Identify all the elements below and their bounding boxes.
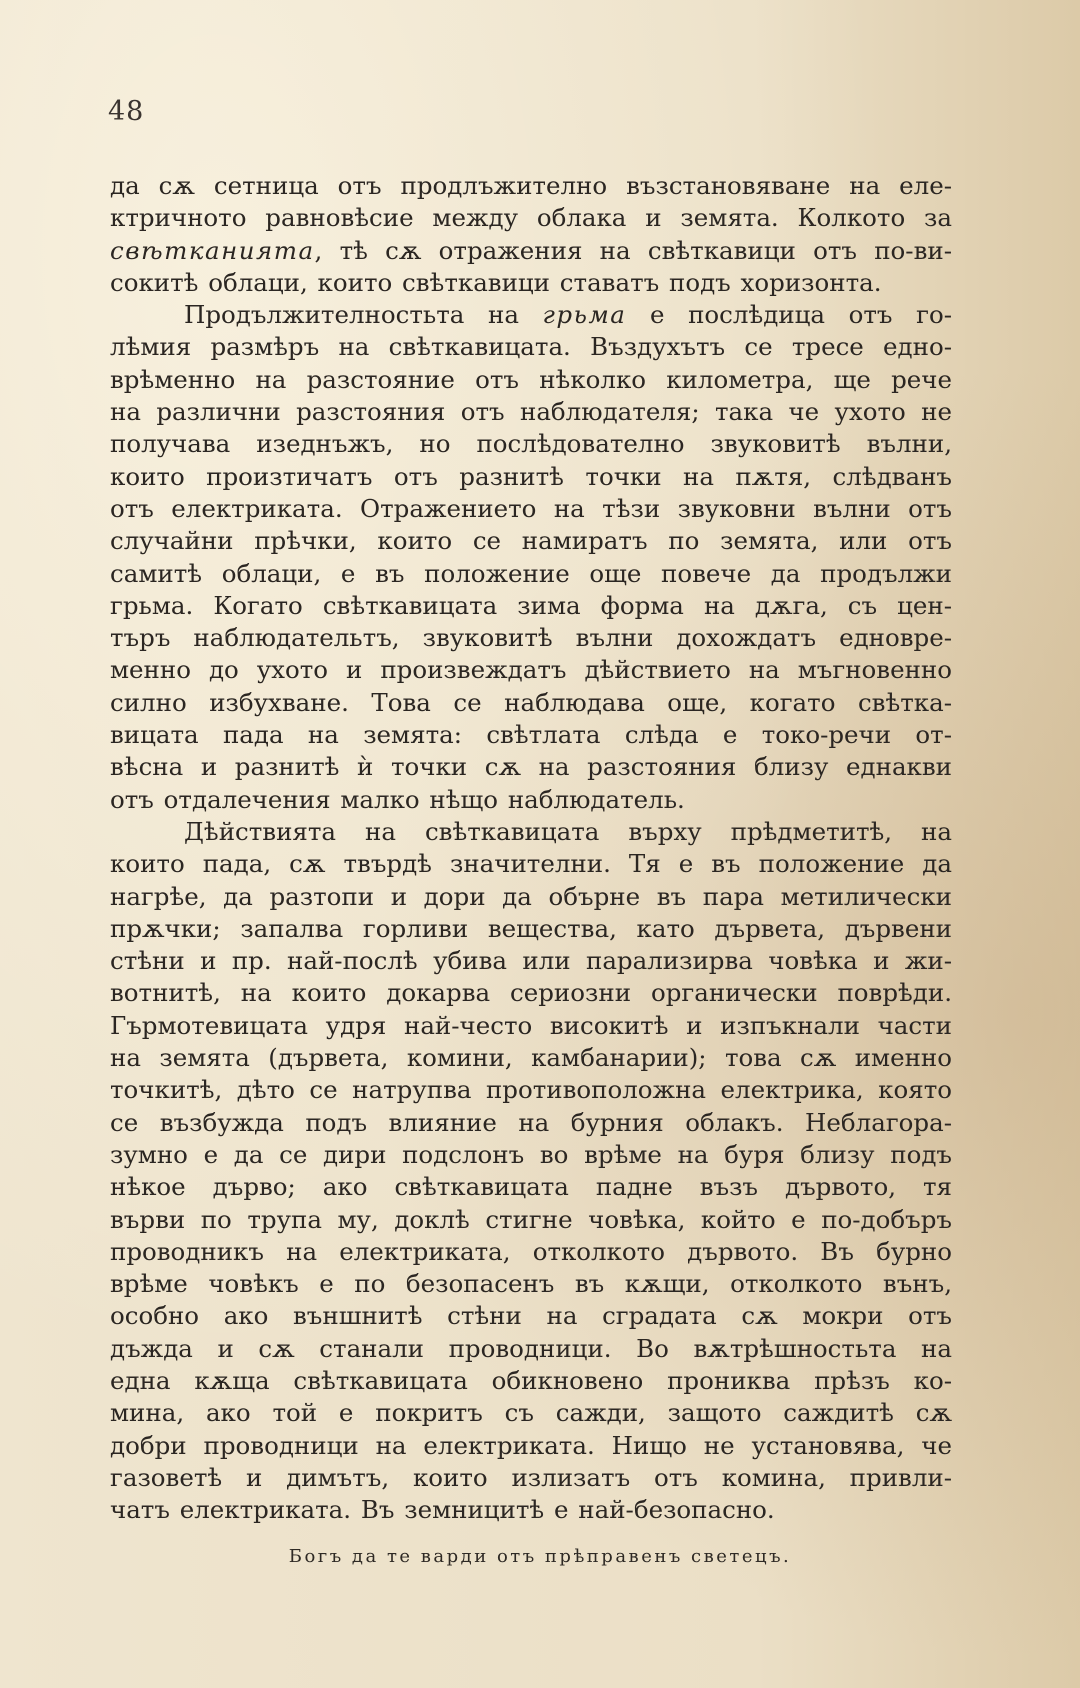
text-line: нагрѣе, да разтопи и дори да обърне въ пара метилически <box>110 881 952 911</box>
text-line: особно ако външнитѣ стѣни на сградата сѫ мокри отъ <box>110 1301 952 1331</box>
italic-term: грьма <box>542 300 627 330</box>
text-line: зумно е да се дири подслонъ во врѣме на буря близу подъ <box>110 1139 952 1169</box>
italic-term: свѣтканията <box>110 235 315 265</box>
text-line: случайни прѣчки, които се намиратъ по земята, или отъ <box>110 526 952 556</box>
text-line: сокитѣ облаци, които свѣткавици ставатъ подъ хоризонта. <box>110 267 882 297</box>
text-line: една кѫща свѣткавицата обикновено прониква прѣзъ ко- <box>110 1365 952 1395</box>
text-line: нѣкое дърво; ако свѣткавицата падне възъ дървото, тя <box>110 1172 952 1202</box>
page-number: 48 <box>108 96 145 127</box>
text-run: е послѣдица отъ го- <box>626 300 952 330</box>
text-line: добри проводници на електриката. Нищо не установява, че <box>110 1430 952 1460</box>
text-line: вотнитѣ, на които докарва сериозни органически поврѣди. <box>110 978 952 1008</box>
text-line: получава изеднъжъ, но послѣдователно звуковитѣ вълни, <box>110 429 952 459</box>
text-line: Гърмотевицата удря най-често високитѣ и изпъкнали части <box>110 1010 952 1040</box>
text-line: прѫчки; запалва горливи вещества, като дървета, дървени <box>110 913 952 943</box>
text-line: чатъ електриката. Въ земницитѣ е най-безопасно. <box>110 1495 775 1525</box>
text-line: дъжда и сѫ станали проводници. Во вѫтрѣшностьта на <box>110 1333 952 1363</box>
body-text <box>110 170 952 1526</box>
text-run: Продължителностьта на <box>184 300 543 330</box>
text-line: самитѣ облаци, е въ положение още повече да продължи <box>110 558 952 588</box>
text-line <box>110 235 952 267</box>
text-line: върви по трупа му, доклѣ стигне човѣка, който е по-добъръ <box>110 1204 952 1234</box>
text-line: грьма. Когато свѣткавицата зима форма на дѫга, съ цен- <box>110 590 952 620</box>
text-line: вѣсна и разнитѣ ѝ точки сѫ на разстояния близу еднакви <box>110 752 952 782</box>
text-line: търъ наблюдательтъ, звуковитѣ вълни дохождатъ едновре- <box>110 623 952 653</box>
text-line: силно избухване. Това се наблюдава още, когато свѣтка- <box>110 687 952 717</box>
text-line: които произтичатъ отъ разнитѣ точки на пѫтя, слѣдванъ <box>110 461 952 491</box>
text-line: Дѣйствията на свѣткавицата върху прѣдметитѣ, на <box>184 816 952 846</box>
text-line: се възбужда подъ влияние на бурния облакъ. Неблагора- <box>110 1107 952 1137</box>
text-line: да сѫ сетница отъ продлъжително възстановяване на еле- <box>110 171 952 200</box>
text-line: на земята (дървета, комини, камбанарии); това сѫ именно <box>110 1043 952 1073</box>
text-line: точкитѣ, дѣто се натрупва противоположна електрика, която <box>110 1075 952 1105</box>
text-line: лѣмия размѣръ на свѣткавицата. Въздухътъ се тресе едно- <box>110 332 952 362</box>
text-line <box>110 299 952 331</box>
text-line: газоветѣ и димътъ, които излизатъ отъ комина, привли- <box>110 1462 952 1492</box>
text-line: отъ електриката. Отражението на тѣзи звуковни вълни отъ <box>110 493 952 523</box>
text-line: врѣменно на разстояние отъ нѣколко километра, ще рече <box>110 364 952 394</box>
text-line: врѣме човѣкъ е по безопасенъ въ кѫщи, отколкото вънъ, <box>110 1269 952 1299</box>
text-line: стѣни и пр. най-послѣ убива или парализирва човѣка и жи- <box>110 946 952 976</box>
text-run: , тѣ сѫ отражения на свѣткавици отъ по-ви- <box>314 235 952 265</box>
text-line: които пада, сѫ твърдѣ значителни. Тя е въ положение да <box>110 849 952 879</box>
footer-motto: Богъ да те варди отъ прѣправенъ светецъ. <box>288 1546 792 1567</box>
text-line: отъ отдалечения малко нѣщо наблюдатель. <box>110 784 685 814</box>
text-line: ктричното равновѣсие между облака и земята. Колкото за <box>110 203 952 233</box>
text-line: на различни разстояния отъ наблюдателя; така че ухото не <box>110 397 952 427</box>
text-line: менно до ухото и произвеждатъ дѣйствието на мъгновенно <box>110 655 952 685</box>
text-line: мина, ако той е покритъ съ сажди, защото саждитѣ сѫ <box>110 1398 952 1428</box>
text-line: вицата пада на земята: свѣтлата слѣда е токо-речи от- <box>110 720 952 750</box>
text-line: проводникъ на електриката, отколкото дървото. Въ бурно <box>110 1236 952 1266</box>
